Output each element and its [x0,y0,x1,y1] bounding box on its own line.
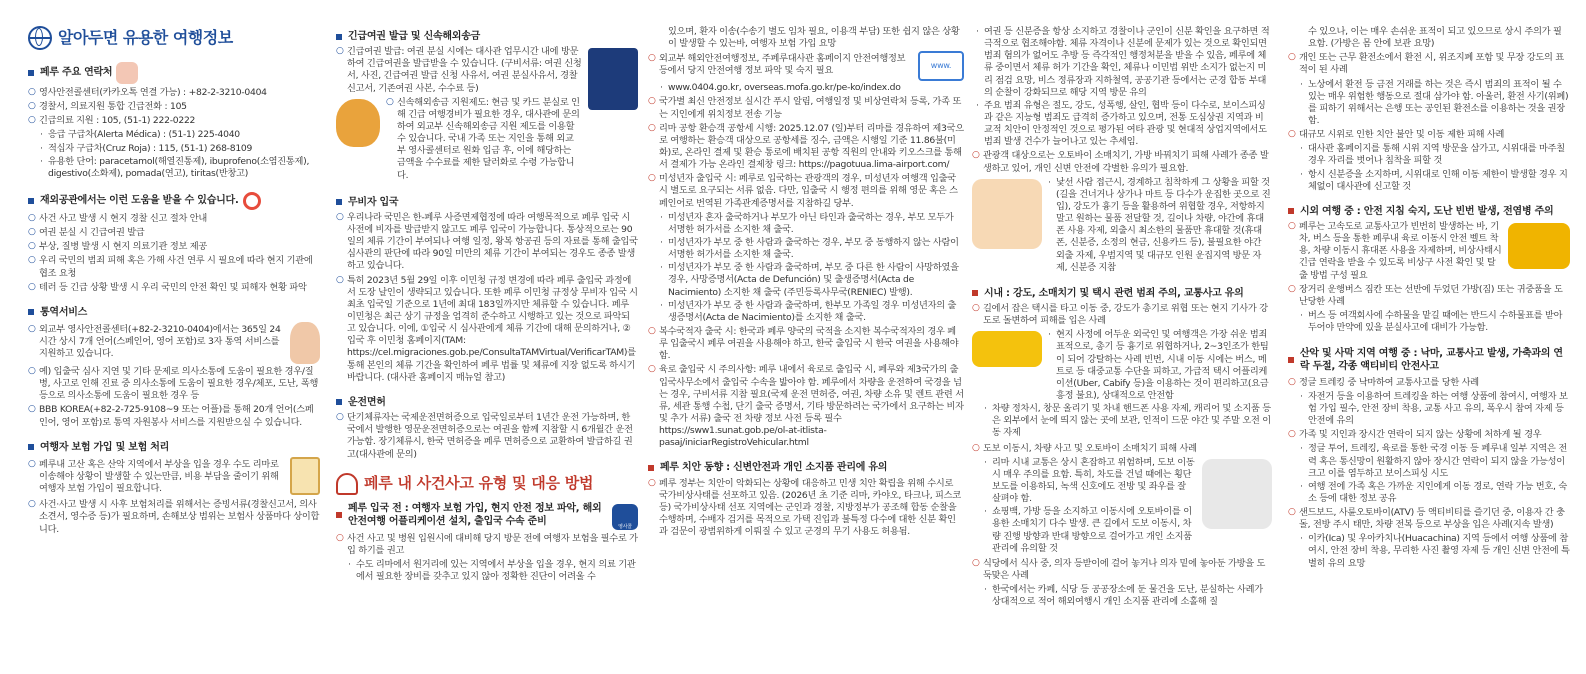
sub-item: · 미성년자가 부모 중 한 사람과 출국하며, 부모 중 다른 한 사람이 사망하였을 경우, 사망증명서(Acta de Defunción) 및 출생증명서(Acta de Nacimiento) 소지한 채 출국 (주민등록사무국(RENIEC) 발행). [660,262,959,298]
list-item: ○ 신속해외송금 지원제도: 현금 및 카드 분실로 인해 긴급 여행경비가 필요한 경우, 대사관에 문의하여 외교부 신속해외송금 지원 제도를 이용할 수 있습니다. 국내 가족 또는 지인을 통해 외교부 영사콜센터로 원화 입금 후, 이에 해당하는 금액을 수수료를 제한 달러화로 수령 가능합니다. [386,96,580,181]
list-item: ○ 경찰서, 의료지원 통합 긴급전화 : 105 [28,101,187,113]
list-item: ○ 도보 이동시, 차량 사고 및 오토바이 소매치기 피해 사례 [972,442,1197,454]
column-3 [648,0,964,674]
thief-illustration-icon [972,179,1042,249]
section-security-trend-title: 페루 치안 동향 : 신변안전과 개인 소지품 관리에 유의 [648,461,964,474]
list-item: ○ 부상, 질병 발생 시 현지 의료기관 정보 제공 [28,241,207,253]
list-item: ○ 페루내 고산 혹은 산악 지역에서 부상을 입을 경우 수도 리마로 이송해야 상황이 발생할 수 있는만큼, 비용 부담을 줄이기 위해 여행자 보험 가입이 필요합니다. [28,458,279,495]
sub-item: · 응급 구급차(Alerta Médica) : (51-1) 225-4040 [40,129,240,141]
column-5 [1288,0,1570,674]
list-item: ○ 긴급의료 지원 : 105, (51-1) 222-0222 [28,115,196,127]
list-item: ○ 여권 분실 시 긴급여권 발급 [28,227,145,239]
sub-item: 수 있으나, 이는 매우 손쉬운 표적이 되고 있으므로 상시 주의가 필요함. (가방은 몸 안에 보관 요망) [1308,26,1562,50]
sub-item: · 자전거 등을 이용하여 트레킹을 하는 여행 상품에 참여시, 여행자 보험 가입 필수, 안전 장비 착용, 교통 사고 유의, 폭우시 참여 자제 등 안전에 유의 [1300,390,1568,427]
list-item: ○ 특히 2023년 5월 29일 이후 이민청 규정 변경에 따라 페루 출입국 과정에서 도장 날인이 생략되고 있습니다. 또한 페루 이민청 규정상 무비자 입국 시 최초 입국일 기준으로 1년에 최대 183일까지만 체류할 수 있습니다. 페루 이민청은 최근 상기 규정을 엄격히 준수하고 시행하고 있는 것으로 파악되고 있습니다. 이에, ①입국 시 심사관에게 체류 기간에 대해 문의하거나, ②입국 후 이민청 홈페이지(TAM: https://cel.migraciones.gob.pe/ConsultaTAMVirtual/VerificarTAM)를 통해 본인의 체류 기간을 확인하여 페루 법률 및 체류에 지장 없도록 하시기 바랍니다. (대사관 홈페이지 매뉴얼 참고) [336,274,638,383]
sub-item: · 한국에서는 카페, 식당 등 공공장소에 둔 물건을 도난, 분실하는 사례가 상대적으로 적어 해외여행시 개인 소지품 관리에 소홀해 질 [984,584,1263,608]
list-item: ○ 외교부 영사안전콜센터(+82-2-3210-0404)에서는 365일 24시간 상시 7개 언어(스페인어, 영어 포함)로 3자 통역 서비스를 지원하고 있습니다. [28,324,281,360]
section-intercity-title: 시외 여행 중 : 안전 지침 숙지, 도난 빈번 발생, 전염병 주의 [1288,205,1570,218]
sub-item: · 여행 전에 가족 혹은 가까운 지인에게 이동 경로, 연락 가능 번호, 숙소 등에 대한 정보 공유 [1300,480,1567,504]
main-title: 알아두면 유용한 여행정보 [28,26,320,50]
list-item: ○ 개인 또는 근무 환전소에서 환전 시, 위조지폐 포함 및 무장 강도의 표적이 된 사례 [1288,52,1564,76]
sub-item: · 차량 정차시, 창문 올리기 및 차내 핸드폰 사용 자제, 캐리어 및 소지품 등은 외부에서 눈에 띄지 않는 곳에 보관, 인적이 드문 야간 및 주말 오전 이동 자제 [984,403,1271,439]
clipboard-icon [290,457,320,495]
taxi-icon [972,331,1042,367]
list-item: ○ 사건 사고 발생 시 현지 경찰 신고 절차 안내 [28,212,207,224]
list-item: ○ 복수국적자 출국 시: 한국과 페루 양국의 국적을 소지한 복수국적자의 경우 페루 입출국시 페루 여권을 사용해야 하고, 한국 출입국 시 한국 여권을 사용해야 함. [648,325,959,362]
sub-item: · 수도 리마에서 원거리에 있는 지역에서 부상을 입을 경우, 현지 의료 기관에서 필요한 장비를 갖추고 있지 않아 정확한 진단이 어려울 수 [348,559,636,583]
section-city-title: 시내 : 강도, 소매치기 및 택시 관련 범죄 주의, 교통사고 유의 [972,287,1272,300]
website-icon: www. [918,51,964,81]
sub-item: · 쇼핑백, 가방 등을 소지하고 이동시에 오토바이를 이용한 소매치기 다수 발생. 큰 길에서 도보 이동시, 차량 진행 방향과 반대 방향으로 걸어가고 개인 소지품 관리에 유의할 것 [984,506,1192,554]
phone-icon [116,62,138,84]
call-agent-icon [290,322,320,364]
list-item: ○ 가족 및 지인과 장시간 연락이 되지 않는 상황에 처하게 될 경우 [1288,429,1542,441]
section-interpretation-title: 통역서비스 [28,306,320,319]
sub-item: · 미성년자가 부모 중 한 사람과 출국하는 경우, 부모 중 동행하지 않는 사람이 서명한 허가서를 소지한 채 출국. [660,236,959,261]
sub-item: 있으며, 환자 이송(수송기 별도 임차 필요, 이용객 부담) 또한 쉽지 않은 상황이 발생할 수 있는바, 여행자 보험 가입 요망 [668,26,960,50]
section-license-title: 운전면허 [336,396,638,409]
sub-item: · 여권 등 신분증을 항상 소지하고 경찰이나 군인이 신분 확인을 요구하면 적극적으로 협조해야함. 체류 자격이나 신분에 문제가 있는 것으로 확인되면 범죄 혐의가 없어도 추방 등 즉각적인 행정처분을 받을 수 있음, 페루에 체류 중이면서 체류 허가 기간을 확인, 체류나 이민법 위반 소지가 없는지 미리 점검 요망, 비스 정류장과 지하철역, 공공기관 등에서는 군경 합동 부대의 순찰이 강화되므로 해당 지역 방문 유의 [976,26,1270,98]
location-pin-icon [243,192,261,210]
sub-item: · 대사관 홈페이지를 통해 시위 지역 방문을 삼가고, 시위대를 마주칠 경우 자리를 벗어나 침착을 피할 것 [1300,143,1565,167]
list-item: ○ 장거리 운행버스 짐칸 또는 선반에 두었던 가방(짐) 또는 귀중품을 도난당한 사례 [1288,283,1563,307]
sub-item: · 리마 시내 교통은 상시 혼잡하고 위험하며, 도보 이동 시 매우 주의를 요함. 특히, 차도를 건널 때에는 횡단보도를 이용하되, 녹색 신호에도 전방 및 좌우를 잘 살펴야 함. [984,456,1195,505]
list-item: ○ 외교부 해외안전여행정보, 주페루대사관 홈페이지 안전여행정보 등에서 당지 안전여행 정보 파악 및 숙지 필요 [648,53,906,77]
globe-icon [28,26,52,50]
sub-item: · 정글 투어, 트레킹, 육로를 통한 국경 이동 등 페루내 일부 지역은 전력 혹은 통신망이 원활하지 않아 장시간 연락이 되지 않을 가능성이 크고 이를 염두하고 보이스피싱 시도 [1300,443,1567,479]
sub-item: · 유용한 단어: paracetamol(해열진통제), ibuprofeno(소염진통제), digestivo(소화제), pomada(연고), tiritas(반창고) [40,155,310,179]
bus-icon [1508,223,1570,269]
list-item: ○ 육로 출입국 시 주의사항: 페루 내에서 육로로 출입국 시, 페루와 제3국가의 출입국사무소에서 출입국 수속을 밟아야 함. 페루에서 차량을 운전하여 국경을 넘는 경우, 구비서류 지참 필요(국제 운전 면허증, 여권, 차량 소유 및 렌트 관련 서류, 세관 통행 수첩, 단기 출국 증명서, 기타 방문하려는 국가에서 요구하는 비자 및 추가 서류) 출국 전 차량 정보 사전 등록 필수 https://sww1.sunat.gob.pe/ol-at-itlista-pasaj/iniciarRegistroVehicular.html [648,364,964,449]
list-item: ○ 페루는 고속도로 교통사고가 빈번히 발생하는 바, 기차, 버스 등을 통한 페루내 육로 이동시 안전 벨트 착용, 차량 이동시 휴대폰 사용을 자제하며, 비상사태시 긴급 연락을 받을 수 있도록 비상구 사전 확인 및 탈출 방법 구성 필요 [1288,221,1502,281]
column-1 [28,0,320,674]
list-item: ○ 리마 공항 환승객 공항세 시행: 2025.12.07 (일)부터 리마를 경유하여 제3국으로 여행하는 환승객 대상으로 공항세를 징수, 금액은 시행일 기준 11.86불(미화)로, 온라인 결제 및 환승 통로에 배치된 공항 직원의 안내와 키오스크를 통해서 결제가 가능 온라인 결제창 링크: https://pagotuua.lima-airport.com/ [648,122,964,171]
list-item: ○ 국가별 최신 안전정보 실시간 푸시 알림, 여행일정 및 비상연락처 등록, 가족 또는 지인에게 위치정보 전송 기능 [648,96,962,120]
column-4 [972,0,1272,674]
section-embassy-help-title: 재외공관에서는 이런 도움을 받을 수 있습니다. [28,192,320,210]
list-item: ○ 관광객 대상으로는 오토바이 소매치기, 가방 바꿔치기 피해 사례가 종종 발생하고 있어, 개인 신변 안전에 각별한 유의가 필요함. [972,150,1269,174]
section-incidents-title: 페루 내 사건사고 유형 및 대응 방법 [336,473,638,495]
list-item: ○ 우리 국민의 범죄 피해 혹은 가해 사건 연루 시 필요에 따라 현지 기관에 협조 요청 [28,255,313,279]
sub-item: · 버스 등 여객회사에 수하물을 맡길 때에는 반드시 수하물표를 받아두어야 만약에 있을 분실사고에 대비가 가능함. [1300,310,1563,334]
section-insurance-title: 여행자 보험 가입 및 보험 처리 [28,441,320,454]
list-item: ○ 단기체류자는 국제운전면허증으로 입국일로부터 1년간 운전 가능하며, 한국에서 발행한 영문운전면허증으로는 여권을 함께 지참할 시 6개월간 운전 가능함. 장기체류시, 한국 면허증을 페루 면허증으로 교환하여 발급하길 권고(대사관에 문의) [336,412,633,460]
list-item: ○ 영사안전콜센터(카카오톡 연결 가능) : +82-2-3210-0404 [28,87,267,98]
section-visa-title: 무비자 입국 [336,196,638,209]
list-item: ○ 페루 정부는 치안이 악화되는 상황에 대응하고 민생 치안 확립을 위해 수시로 국가비상사태를 선포하고 있음. (2026년 초 기준 리마, 카야오, 타크나, 피스코 등) 국가비상사태 선포 지역에는 군인과 경찰, 지방정부가 공조해 합동 순찰을 수행하며, 수배자 검거를 목적으로 가택 진입과 불특정 다수에 대한 신분 확인과 검문이 광범위하게 이뤄질 수 있고 군경의 무기 사용도 허용됨. [648,477,961,538]
list-item: ○ 식당에서 식사 중, 의자 등받이에 걸어 놓거나 의자 밑에 놓아둔 가방을 도둑맞은 사례 [972,557,1266,581]
sub-item: · 이카(Ica) 및 우아카치나(Huacachina) 지역 등에서 여행 상품에 참여시, 안전 장비 착용, 무리한 사진 촬영 자제 등 개인 신변 안전에 특별히 유의 요망 [1300,533,1570,569]
list-item: ○ 대규모 시위로 인한 치안 불안 및 이동 제한 피해 사례 [1288,129,1505,141]
sub-item: · 노상에서 환전 등 금전 거래를 하는 것은 즉시 범죄의 표적이 될 수 있는 매우 위험한 행동으로 절대 삼가야 함. 아울러, 환전 사기(위폐)를 피하기 위해서는 은행 또는 공인된 환전소를 이용하는 것을 권장함. [1300,78,1569,126]
sub-item: · 적십자 구급차(Cruz Roja) : 115, (51-1) 268-8109 [40,142,253,154]
list-item: ○ 길에서 잡은 택시를 타고 이동 중, 강도가 총기로 위협 또는 현지 기사가 강도로 돌변하여 피해를 입은 사례 [972,303,1268,327]
section-before-entry-title: 페루 입국 전 : 여행자 보험 가입, 현지 안전 정보 파악, 해외안전여행 어플리케이션 설치, 출입국 수속 준비 [336,502,606,528]
app-icon: 영사콜 [612,504,638,530]
link-text[interactable]: · www.0404.go.kr, overseas.mofa.go.kr/pe-ko/index.do [660,82,901,94]
list-item: ○ 예) 입출국 심사 지연 및 기타 문제로 의사소통에 도움이 필요한 경우/질병, 사고로 인해 진료 중 의사소통에 도움이 필요한 경우/체포, 도난, 폭행 등으로 의사소통에 도움이 필요한 경우 등 [28,366,319,402]
sub-item: · 낯선 사람 접근시, 경계하고 침착하게 그 상황을 피할 것(길을 건너거나 상가나 마트 등 다수가 운집한 곳으로 진입), 강도가 흉기 등을 활용하여 위협할 경우, 저항하지 말고 원하는 물품 전달할 것, 길이나 차량, 야간에 휴대폰 사용 자제, 외출시 최소한의 물품만 휴대할 것(휴대폰, 신분증, 소정의 현금, 신용카드 등), 불필요한 야간 외출 자제, 우범지역 및 대규모 인원 운집지역 방문 자제, 신분증 지참 [1048,176,1271,273]
money-bag-icon [336,99,380,147]
list-item: ○ 사건 사고 및 병원 입원시에 대비해 당지 방문 전에 여행자 보험을 필수로 가입 하기를 권고 [336,533,638,557]
sub-item: · 미성년자가 부모 중 한 사람과 출국하며, 한부모 가족일 경우 미성년자의 출생증명서(Acta de Nacimiento)를 소지한 채 출국. [660,299,957,323]
passport-icon [588,48,638,110]
list-item: ○ 우리나라 국민은 한-페루 사증면제협정에 따라 여행목적으로 페루 입국 시 사전에 비자를 발급받지 않고도 페루 입국이 가능합니다. 통상적으로는 90일의 체류 기간이 부여되나 여행 일정, 왕복 항공권 등의 자료를 통해 출입국 심사관의 판단에 따라 90일 미만의 체류 기간이 부여되는 경우도 종종 발생하고 있습니다. [336,211,638,272]
sub-item: · 주요 범죄 유형은 절도, 강도, 성폭행, 살인, 협박 등이 다수로, 보이스피싱과 같은 지능형 범죄도 급격히 증가하고 있으며, 전통 도심상권 지역과 비교적 치안이 안정적인 것으로 평가된 여타 관광 및 현대적 상업지역에서도 범죄 발생 건수가 늘어나고 있는 추세임. [976,99,1267,148]
list-item: ○ 정글 트레킹 중 낙마하여 교통사고를 당한 사례 [1288,376,1479,388]
list-item: ○ 사건·사고 발생 시 사후 보험처리를 위해서는 증빙서류(경찰신고서, 의사소견서, 영수증 등)가 필요하며, 손해보상 범위는 보험사 상품마다 상이합니다. [28,499,320,535]
motorbike-thief-icon [1202,459,1272,529]
list-item: ○ 긴급여권 발급: 여권 분실 시에는 대사관 업무시간 내에 방문하여 긴급여권을 발급받을 수 있습니다. (구비서류: 여권 신청서, 사진, 긴급여권 발급 신청 사유서, 여권 분실사유서, 경찰 신고서, 기존여권 사본, 수수료 등) [336,46,582,94]
section-mountain-title: 산악 및 사막 지역 여행 중 : 낙마, 교통사고 발생, 가축과의 연락 두절, 각종 액티비티 안전사고 [1288,347,1570,373]
alarm-icon [336,473,358,495]
section-passport-title: 긴급여권 발급 및 신속해외송금 [336,30,638,43]
sub-item: · 미성년자 혼자 출국하거나 부모가 아닌 타인과 출국하는 경우, 부모 모두가 서명한 허가서를 소지한 채 출국. [660,211,954,235]
sub-item: · 현지 사정에 어두운 외국인 및 여행객은 가장 쉬운 범죄 표적으로, 총기 등 흉기로 위협하거나, 2~3인조가 한팀이 되어 강탈하는 사례 빈번, 시내 이동 시에는 버스, 메트로 등 대중교통 수단을 피하고, 가급적 택시 어플리케이션(Uber, Cabify 등)을 이용하는 것이 편리하고(요금 흥정 불요), 상대적으로 안전함 [1048,329,1269,401]
list-item: ○ 테러 등 긴급 상황 발생 시 우리 국민의 안전 확인 및 피해자 현황 파악 [28,281,307,293]
list-item: ○ BBB KOREA(+82-2-725-9108~9 또는 어플)를 통해 20개 언어(스페인어, 영어 포함)로 통역 자원봉사 서비스를 지원받으실 수 있습니다. [28,404,314,428]
section-contacts-title: 페루 주요 연락처 [28,62,320,84]
list-item: ○ 샌드보드, 사륜오토바이(ATV) 등 액티비티를 즐기던 중, 이용자 간 충돌, 전방 주시 태만, 차량 전복 등으로 부상을 입은 사례(지속 발생) [1288,507,1565,531]
list-item: ○ 미성년자 출입국 시: 페루로 입국하는 관광객의 경우, 미성년자 여행객 입출국 시 별도로 요구되는 서류 없음. 다만, 입출국 시 행정 편의를 위해 영문 혹은 스페인어로 번역된 가족관계증명서를 지참하길 당부. [648,173,958,209]
sub-item: · 항시 신분증을 소지하며, 시위대로 인해 이동 제한이 발생할 경우 지체없이 대사관에 신고할 것 [1300,168,1568,192]
column-2 [336,0,638,674]
